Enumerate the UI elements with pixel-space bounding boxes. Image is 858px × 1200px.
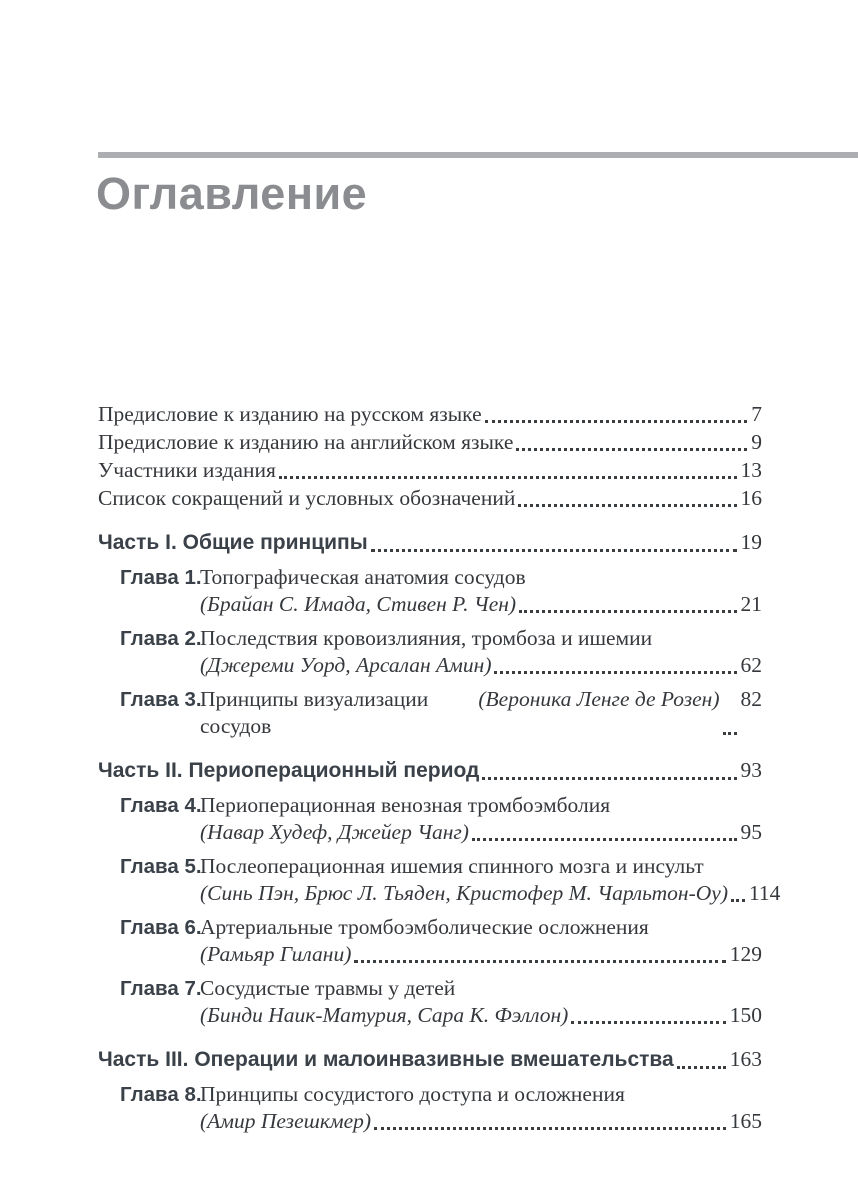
entry-page-number: 16: [740, 486, 762, 510]
chapter-authors: (Вероника Ленге де Розен): [478, 687, 720, 711]
chapter-label: Глава 1.: [120, 566, 202, 589]
dot-leader: [374, 1127, 726, 1130]
chapter-title: Принципы визуализации сосудов: [200, 687, 429, 738]
chapter-authors: (Синь Пэн, Брюс Л. Тьяден, Кристофер М. Чарльтон-Оу): [200, 881, 728, 905]
chapter-title: Артериальные тромбоэмболические осложнения: [200, 915, 649, 939]
chapter-title-line: [120, 686, 762, 740]
chapter-label: Глава 8.: [120, 1083, 202, 1106]
dot-leader: [371, 549, 737, 552]
chapter-page-number: 114: [748, 881, 781, 905]
dot-leader: [472, 838, 737, 841]
chapter-label: Глава 3.: [120, 688, 202, 711]
toc-part-heading-1: [98, 528, 762, 557]
chapter-authors-line: [120, 819, 762, 846]
toc-chapter-5: [98, 853, 781, 907]
chapter-authors: (Амир Пезешкмер): [200, 1109, 372, 1133]
chapter-authors-line: [120, 1108, 762, 1135]
chapter-label: Глава 7.: [120, 977, 202, 1000]
chapter-page-number: 62: [740, 653, 762, 677]
chapter-page-number: 165: [729, 1109, 762, 1133]
dot-leader: [279, 476, 737, 479]
toc-part-heading-3: [98, 1045, 762, 1074]
toc-entry-front-matter: [98, 456, 762, 484]
chapter-authors-line: [120, 941, 762, 968]
chapter-title: Принципы сосудистого доступа и осложнения: [200, 1082, 625, 1106]
chapter-authors: (Бинди Наик-Матурия, Сара К. Фэллон): [200, 1003, 569, 1027]
chapter-label: Глава 4.: [120, 794, 202, 817]
chapter-page-number: 82: [740, 687, 762, 711]
chapter-page-number: 150: [729, 1003, 762, 1027]
entry-title: Предисловие к изданию на английском языке: [98, 430, 514, 454]
part-title: Часть III. Операции и малоинвазивные вмешательства: [98, 1048, 674, 1071]
header-rule: [98, 152, 858, 158]
toc-chapter-2: [98, 625, 762, 679]
chapter-label: Глава 6.: [120, 916, 202, 939]
entry-page-number: 9: [751, 430, 762, 454]
toc-chapter-6: [98, 914, 762, 968]
toc-chapter-3: [98, 686, 762, 740]
dot-leader: [571, 1021, 725, 1024]
dot-leader: [518, 504, 736, 507]
chapter-title: Топографическая анатомия сосудов: [200, 565, 526, 589]
chapter-authors: (Рамьяр Гилани): [200, 942, 352, 966]
chapter-authors-line: [120, 652, 762, 679]
chapter-title-line: [120, 975, 762, 1002]
part-page-number: 163: [729, 1047, 762, 1071]
dot-leader: [519, 610, 736, 613]
dot-leader: [731, 899, 745, 902]
chapter-page-number: 129: [729, 942, 762, 966]
chapter-authors-line: [120, 1002, 762, 1029]
chapter-title-line: [120, 792, 762, 819]
toc-part-heading-2: [98, 756, 762, 785]
toc-chapter-7: [98, 975, 762, 1029]
chapter-authors: (Брайан С. Имада, Стивен Р. Чен): [200, 592, 517, 616]
page-title: Оглавление: [96, 168, 368, 219]
toc-chapter-4: [98, 792, 762, 846]
chapter-title: Сосудистые травмы у детей: [200, 976, 456, 1000]
toc-chapter-1: [98, 564, 762, 618]
entry-title: Предисловие к изданию на русском языке: [98, 402, 482, 426]
part-page-number: 93: [740, 758, 762, 782]
chapter-page-number: 21: [740, 592, 762, 616]
chapter-title-line: [120, 853, 762, 880]
part-title: Часть II. Периоперационный период: [98, 759, 480, 782]
table-of-contents: [98, 400, 781, 1142]
toc-entry-front-matter: [98, 400, 762, 428]
toc-chapter-8: [98, 1081, 762, 1135]
part-title: Часть I. Общие принципы: [98, 531, 368, 554]
chapter-title: Послеоперационная ишемия спинного мозга и инсульт: [200, 854, 704, 878]
chapter-authors-line: [120, 880, 781, 907]
dot-leader: [494, 671, 736, 674]
chapter-title-line: [120, 1081, 762, 1108]
chapter-page-number: 95: [740, 820, 762, 844]
dot-leader: [516, 448, 747, 451]
entry-title: Список сокращений и условных обозначений: [98, 486, 516, 510]
chapter-authors: (Джереми Уорд, Арсалан Амин): [200, 653, 492, 677]
chapter-title-line: [120, 914, 762, 941]
chapter-label: Глава 5.: [120, 855, 202, 878]
dot-leader: [723, 732, 737, 735]
chapter-title-line: [120, 625, 762, 652]
entry-page-number: 7: [751, 402, 762, 426]
chapter-title-line: [120, 564, 762, 591]
dot-leader: [485, 420, 748, 423]
chapter-label: Глава 2.: [120, 627, 202, 650]
dot-leader: [354, 960, 725, 963]
chapter-title: Периоперационная венозная тромбоэмболия: [200, 793, 611, 817]
part-page-number: 19: [740, 530, 762, 554]
entry-page-number: 13: [740, 458, 762, 482]
toc-entry-front-matter: [98, 484, 762, 512]
toc-entry-front-matter: [98, 428, 762, 456]
chapter-title: Последствия кровоизлияния, тромбоза и ишемии: [200, 626, 653, 650]
chapter-authors-line: [120, 591, 762, 618]
entry-title: Участники издания: [98, 458, 276, 482]
dot-leader: [677, 1066, 726, 1069]
dot-leader: [482, 777, 736, 780]
chapter-authors: (Навар Худеф, Джейер Чанг): [200, 820, 469, 844]
